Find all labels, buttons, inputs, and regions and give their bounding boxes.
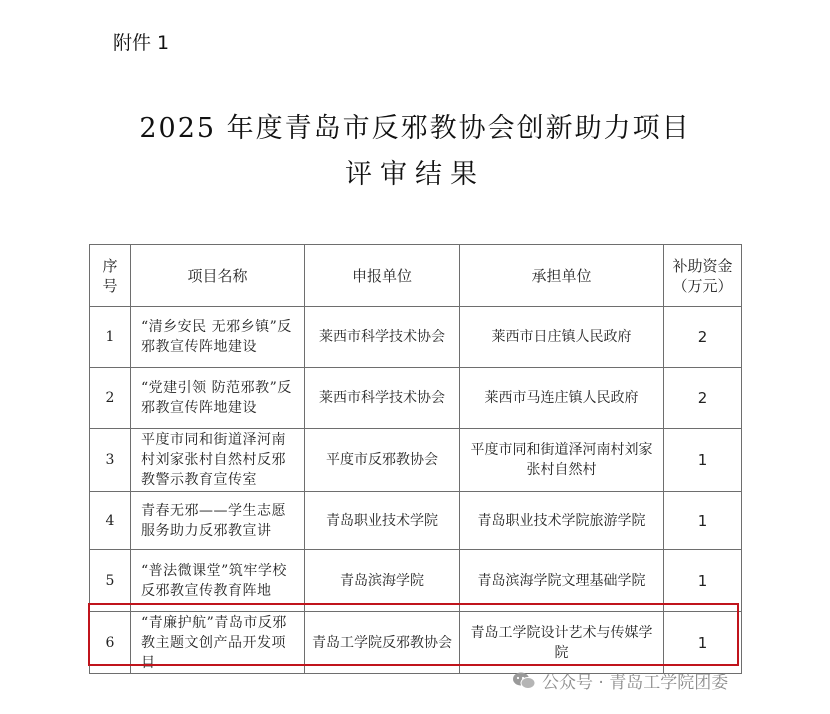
document-subtitle: 评审结果 xyxy=(345,159,485,190)
row-undertaker: 青岛职业技术学院旅游学院 xyxy=(460,492,664,550)
row-funding: 1 xyxy=(664,550,742,612)
row-project-name: “清乡安民 无邪乡镇”反邪教宣传阵地建设 xyxy=(131,307,305,368)
row-applicant: 青岛工学院反邪教协会 xyxy=(305,612,460,674)
row-applicant: 莱西市科学技术协会 xyxy=(305,307,460,368)
header-name: 项目名称 xyxy=(131,245,305,307)
header-index: 序号 xyxy=(90,245,131,307)
row-project-name: 青春无邪——学生志愿服务助力反邪教宣讲 xyxy=(131,492,305,550)
row-applicant: 莱西市科学技术协会 xyxy=(305,368,460,429)
highlight-box xyxy=(88,603,739,666)
wechat-icon xyxy=(512,671,536,691)
row-undertaker: 平度市同和街道泽河南村刘家张村自然村 xyxy=(460,429,664,492)
row-index: 1 xyxy=(90,307,131,368)
row-funding: 1 xyxy=(664,492,742,550)
document-title: 2025 年度青岛市反邪教协会创新助力项目 xyxy=(139,113,691,144)
header-undertaker: 承担单位 xyxy=(460,245,664,307)
row-undertaker: 青岛工学院设计艺术与传媒学院 xyxy=(460,612,664,674)
row-index: 2 xyxy=(90,368,131,429)
row-applicant: 平度市反邪教协会 xyxy=(305,429,460,492)
row-applicant: 青岛滨海学院 xyxy=(305,550,460,612)
table-row xyxy=(90,368,742,429)
row-project-name: “普法微课堂”筑牢学校反邪教宣传教育阵地 xyxy=(131,550,305,612)
row-funding: 1 xyxy=(664,612,742,674)
watermark-text: 公众号 · 青岛工学院团委 xyxy=(542,673,729,693)
row-funding: 1 xyxy=(664,429,742,492)
header-funding: 补助资金（万元） xyxy=(664,245,742,307)
row-project-name: “青廉护航”青岛市反邪教主题文创产品开发项目 xyxy=(131,612,305,674)
header-applicant: 申报单位 xyxy=(305,245,460,307)
table-header-row xyxy=(90,245,742,307)
row-undertaker: 莱西市日庄镇人民政府 xyxy=(460,307,664,368)
row-project-name: “党建引领 防范邪教”反邪教宣传阵地建设 xyxy=(131,368,305,429)
row-project-name: 平度市同和街道泽河南村刘家张村自然村反邪教警示教育宣传室 xyxy=(131,429,305,492)
table-row xyxy=(90,492,742,550)
row-index: 6 xyxy=(90,612,131,674)
table-row xyxy=(90,307,742,368)
row-index: 5 xyxy=(90,550,131,612)
row-applicant: 青岛职业技术学院 xyxy=(305,492,460,550)
row-index: 3 xyxy=(90,429,131,492)
row-undertaker: 青岛滨海学院文理基础学院 xyxy=(460,550,664,612)
attachment-label: 附件 1 xyxy=(113,32,170,54)
row-index: 4 xyxy=(90,492,131,550)
row-funding: 2 xyxy=(664,307,742,368)
table-row xyxy=(90,429,742,492)
row-funding: 2 xyxy=(664,368,742,429)
row-undertaker: 莱西市马连庄镇人民政府 xyxy=(460,368,664,429)
watermark xyxy=(512,668,728,693)
